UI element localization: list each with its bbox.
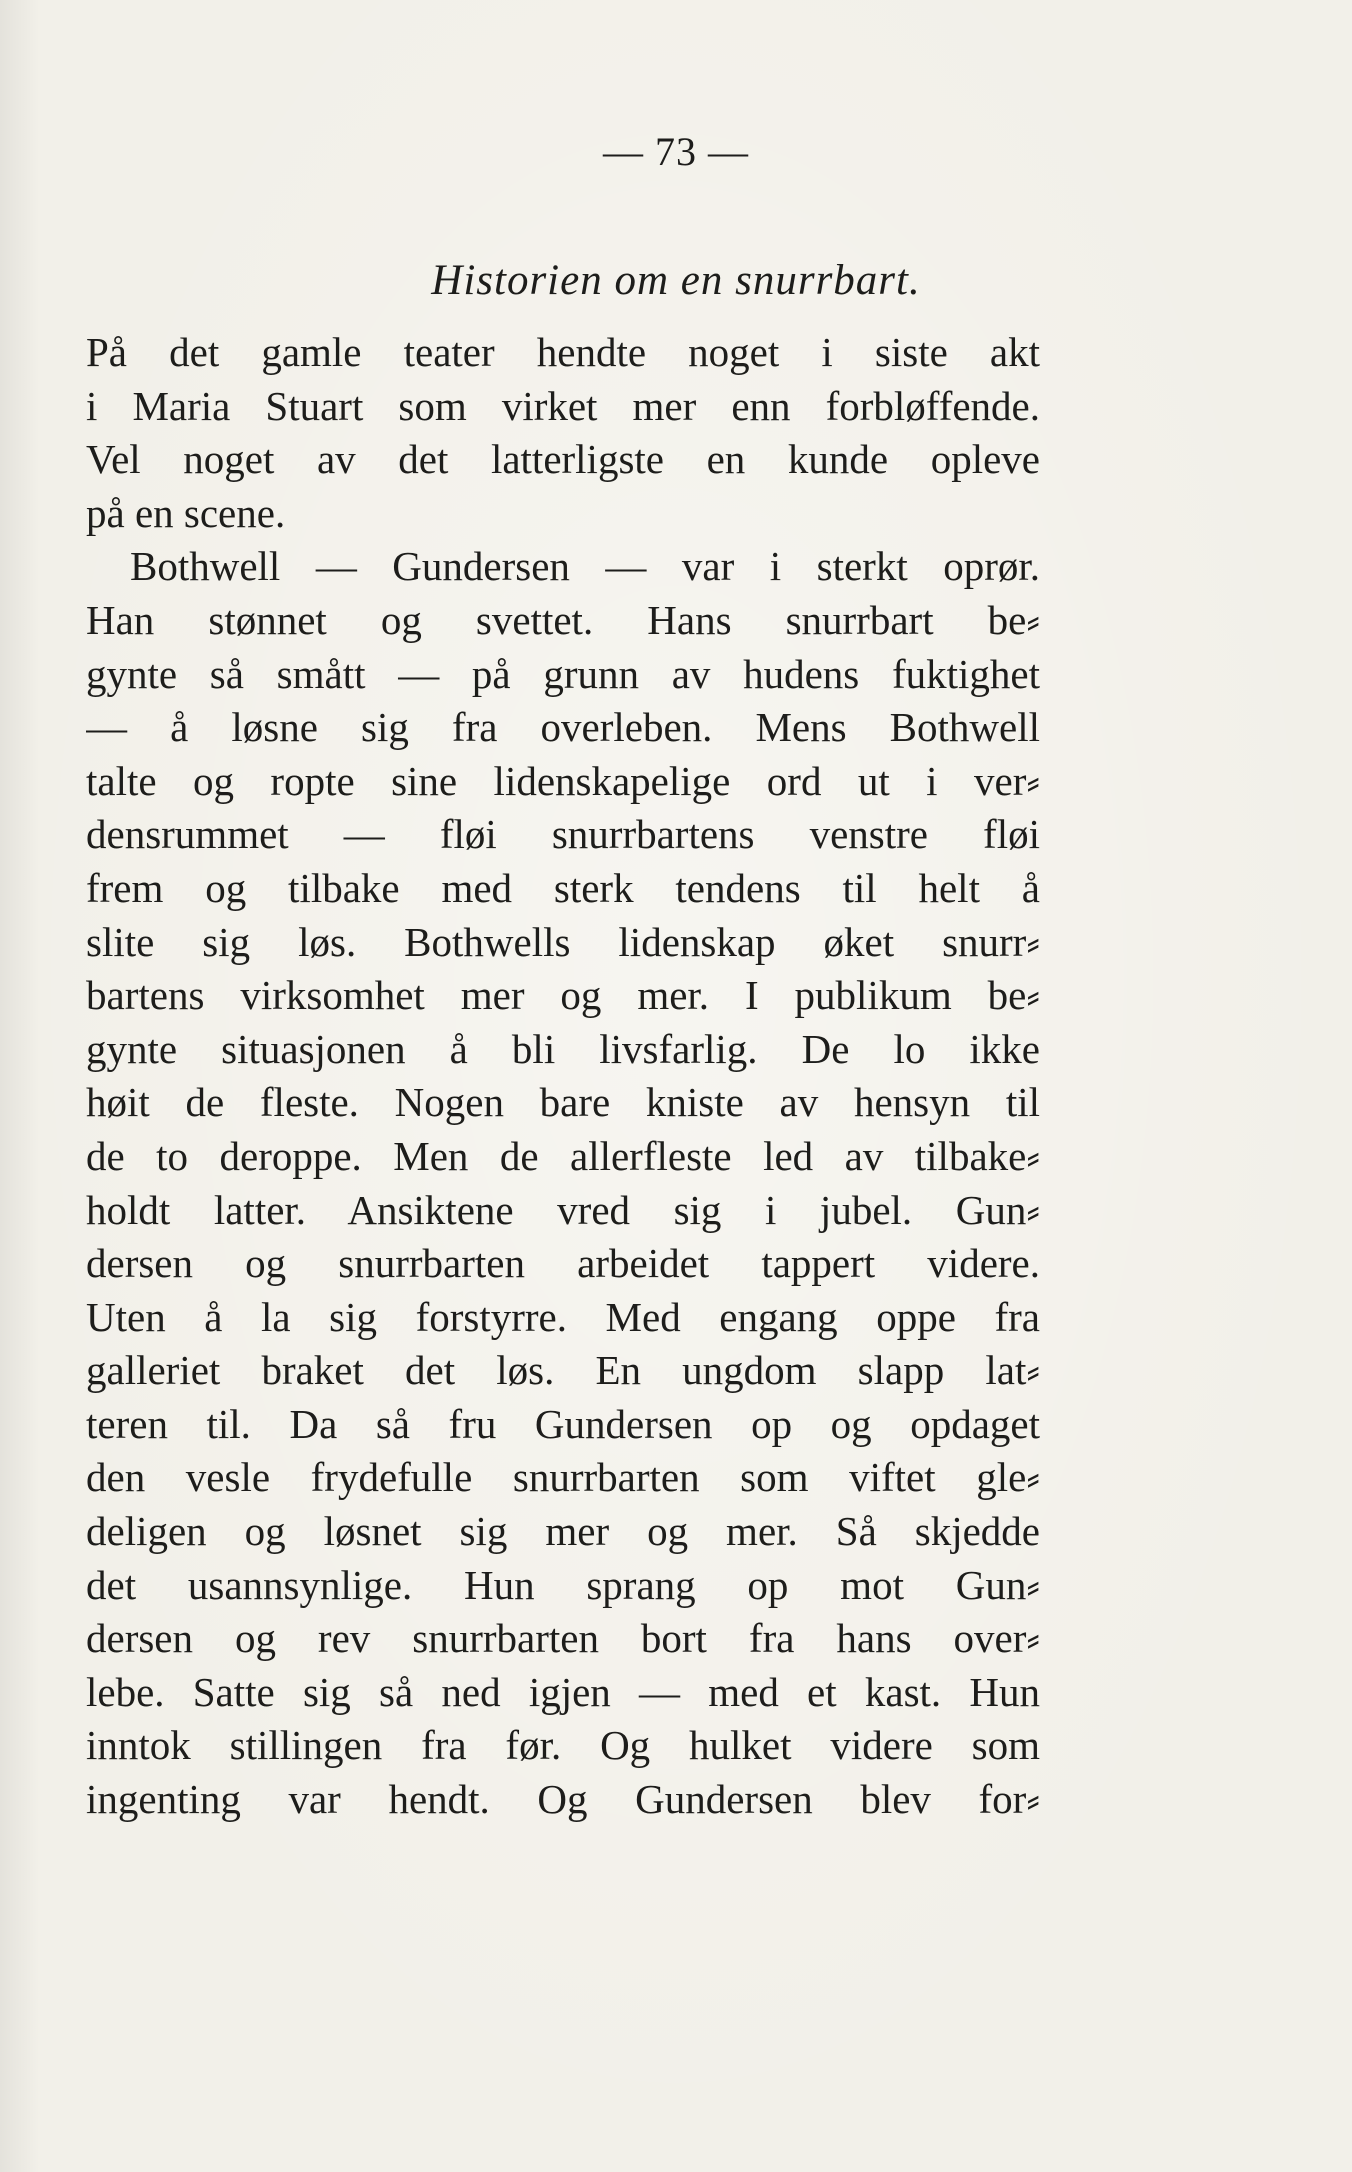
text-line: høit de fleste. Nogen bare kniste av hensyn til	[86, 1079, 1040, 1126]
text-line: i Maria Stuart som virket mer enn forbløffende.	[86, 382, 1040, 429]
text-line: gynte så smått — på grunn av hudens fuktighet	[86, 650, 1040, 697]
text-line: frem og tilbake med sterk tendens til helt å	[86, 864, 1040, 911]
chapter-title: Historien om en snurrbart.	[431, 257, 921, 304]
text-line: densrummet — fløi snurrbartens venstre fløi	[86, 811, 1040, 858]
text-line: — å løsne sig fra overleben. Mens Bothwell	[86, 704, 1040, 751]
text-line: dersen og rev snurrbarten bort fra hans over⸗	[86, 1615, 1040, 1662]
text-line: På det gamle teater hendte noget i siste akt	[86, 329, 1040, 375]
text-line: deligen og løsnet sig mer og mer. Så skjedde	[86, 1508, 1040, 1555]
text-line: gynte situasjonen å bli livsfarlig. De lo ikke	[86, 1025, 1040, 1072]
text-line: galleriet braket det løs. En ungdom slapp lat⸗	[86, 1347, 1040, 1394]
text-line: Uten å la sig forstyrre. Med engang oppe fra	[86, 1293, 1040, 1340]
text-line: bartens virksomhet mer og mer. I publikum be⸗	[86, 972, 1040, 1019]
text-line: lebe. Satte sig så ned igjen — med et kast. Hun	[86, 1668, 1040, 1715]
text-line: ingenting var hendt. Og Gundersen blev for⸗	[86, 1776, 1040, 1823]
text-line: på en scene.	[86, 489, 286, 536]
text-line: den vesle frydefulle snurrbarten som viftet gle⸗	[86, 1454, 1040, 1501]
text-line: Vel noget av det latterligste en kunde opleve	[86, 436, 1040, 483]
text-line: Han stønnet og svettet. Hans snurrbart be⸗	[86, 596, 1040, 643]
text-line: inntok stillingen fra før. Og hulket videre som	[86, 1722, 1040, 1769]
text-line: slite sig løs. Bothwells lidenskap øket snurr⸗	[86, 918, 1040, 965]
page-number: — 73 —	[603, 129, 749, 174]
text-line: holdt latter. Ansiktene vred sig i jubel. Gun⸗	[86, 1186, 1040, 1233]
text-line: de to deroppe. Men de allerfleste led av tilbake⸗	[86, 1132, 1040, 1179]
text-line: det usannsynlige. Hun sprang op mot Gun⸗	[86, 1561, 1040, 1608]
text-line: dersen og snurrbarten arbeidet tappert videre.	[86, 1240, 1040, 1287]
text-line: Bothwell — Gundersen — var i sterkt oprør.	[130, 543, 1040, 590]
text-line: teren til. Da så fru Gundersen op og opdaget	[86, 1400, 1040, 1447]
text-line: talte og ropte sine lidenskapelige ord ut i ver⸗	[86, 757, 1040, 804]
body-text	[86, 326, 1040, 1827]
